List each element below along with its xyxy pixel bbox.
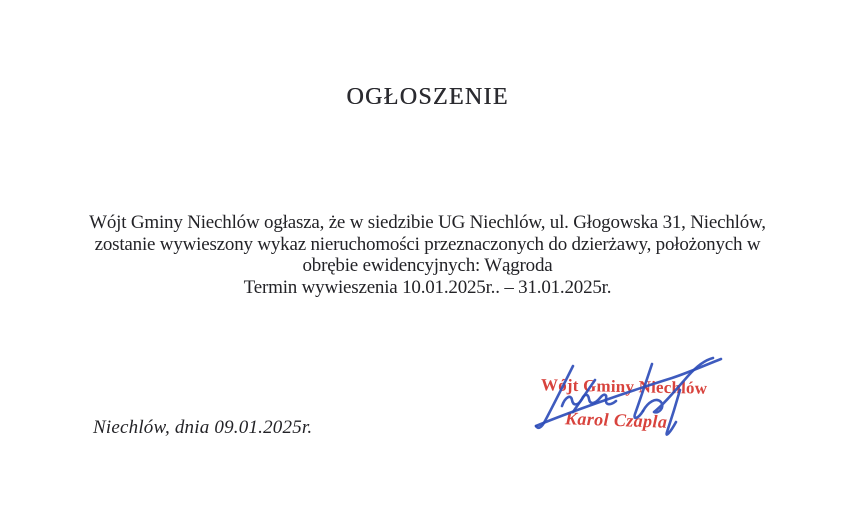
- paragraph-line-1: Wójt Gminy Niechlów ogłasza, że w siedzibie UG Niechlów, ul. Głogowska 31, Niechlów,: [89, 212, 766, 233]
- stamp-office-title: Wójt Gminy Niechlów: [540, 375, 708, 398]
- paragraph-line-4: Termin wywieszenia 10.01.2025r.. – 31.01.2025r.: [243, 276, 612, 298]
- handwritten-signature-ink: [512, 350, 732, 450]
- place-and-date-line: Niechlów, dnia 09.01.2025r.: [93, 417, 313, 438]
- announcement-paragraph: [0, 212, 855, 298]
- paragraph-line-2: zostanie wywieszony wykaz nieruchomości przeznaczonych do dzierżawy, położonych w: [94, 233, 761, 255]
- stamp-person-name: Karol Czapla: [564, 408, 668, 432]
- paragraph-line-3: obrębie ewidencyjnych: Wągroda: [302, 255, 553, 276]
- signature-block: [512, 350, 732, 450]
- document-title: OGŁOSZENIE: [346, 84, 509, 110]
